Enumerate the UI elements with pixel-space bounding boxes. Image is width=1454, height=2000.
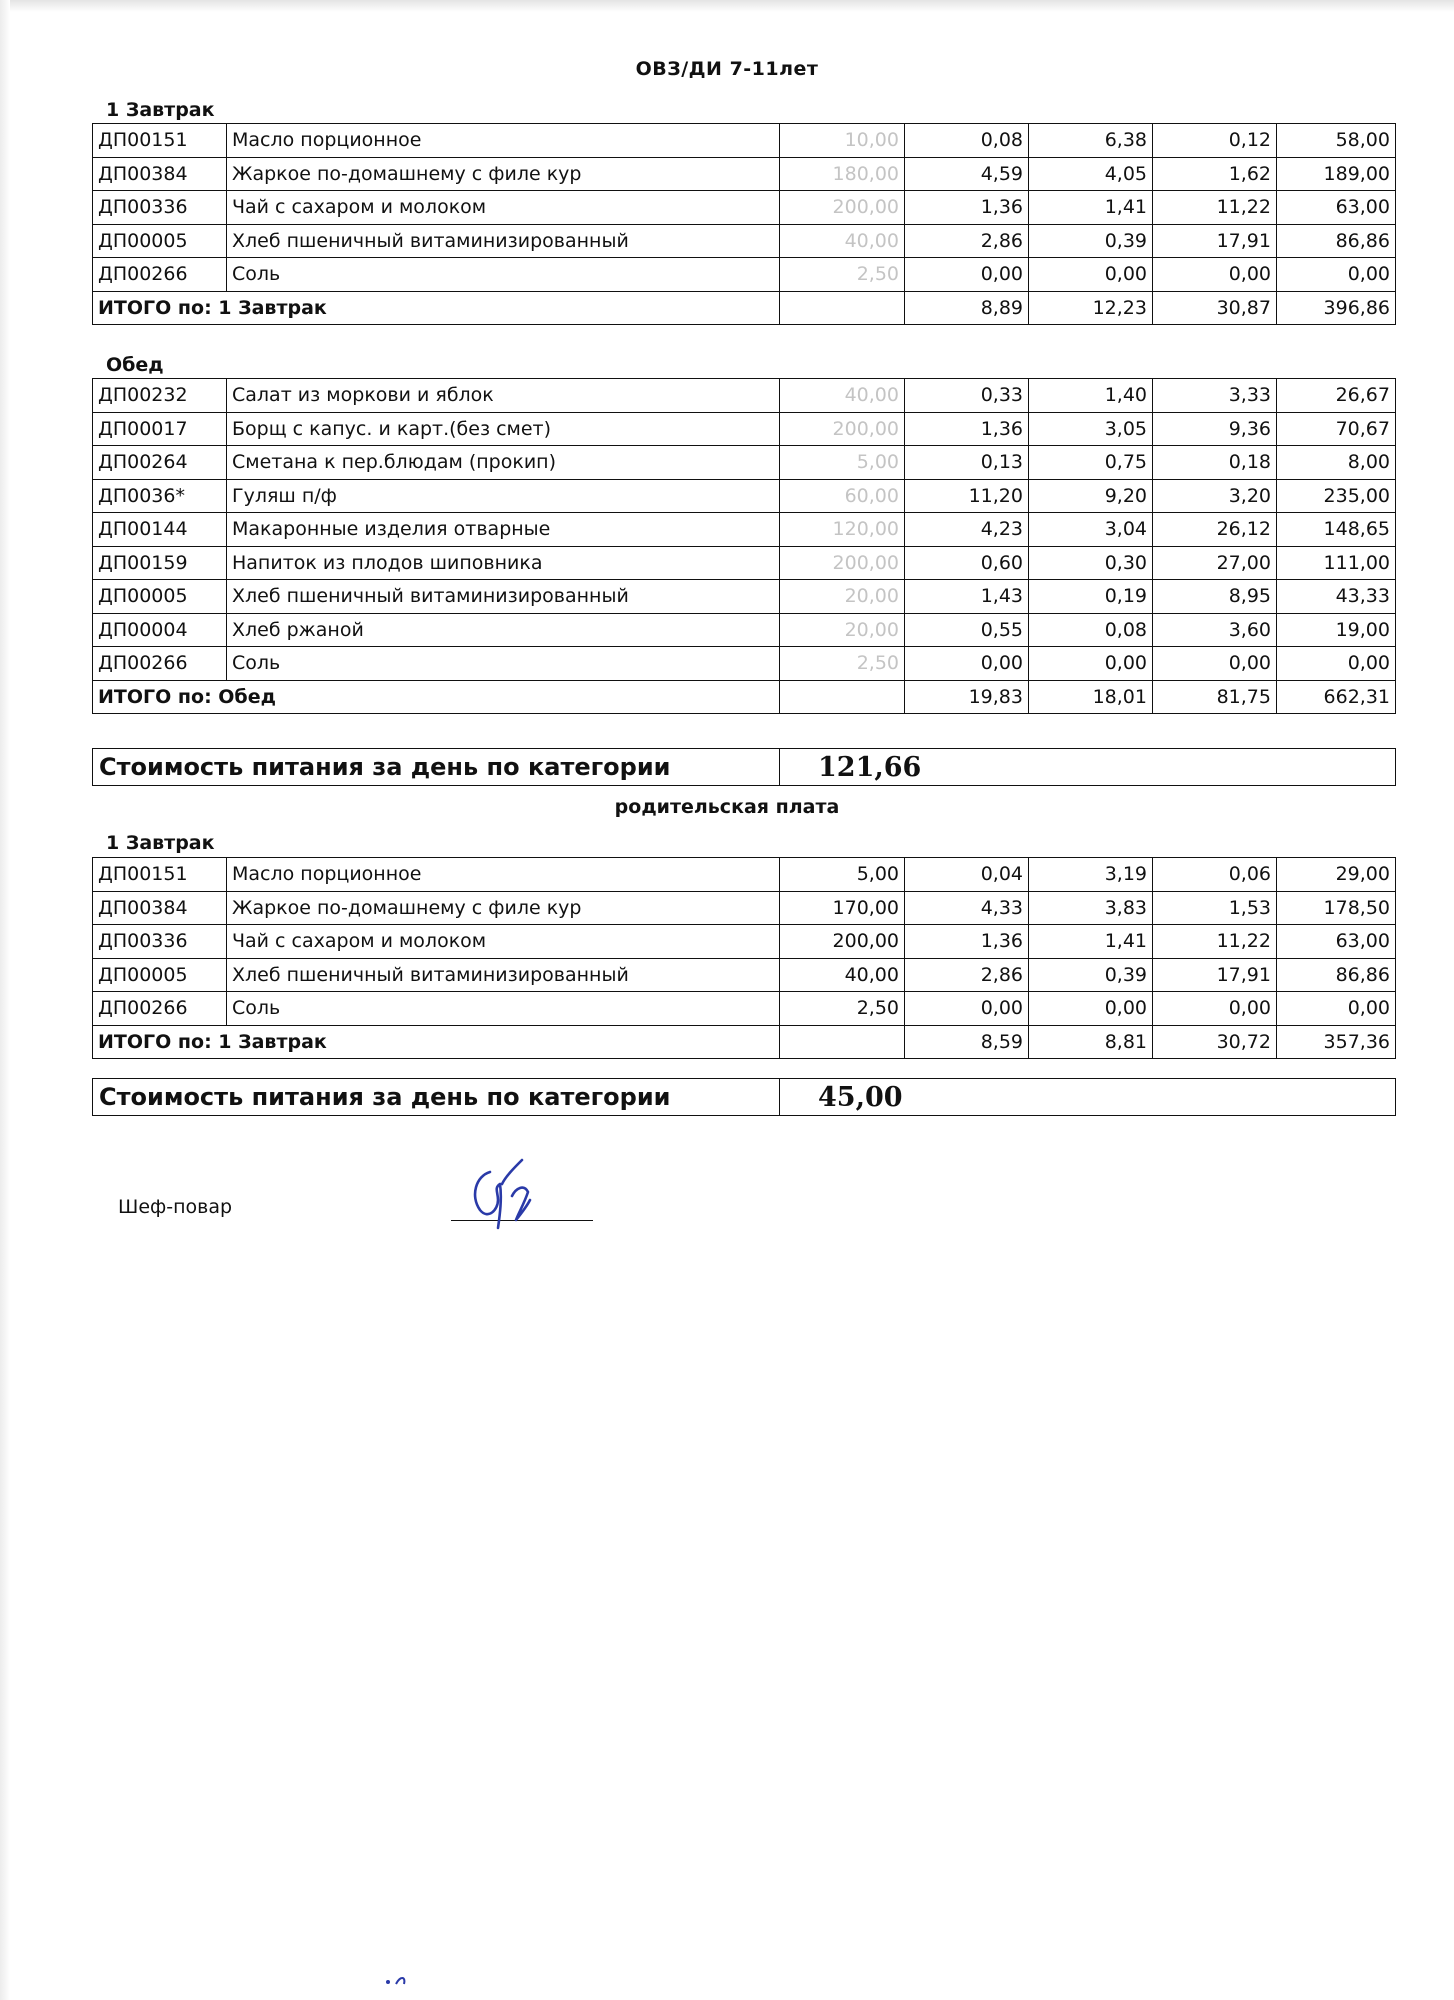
table-row: [93, 992, 1396, 1026]
dish-weight: 200,00: [780, 191, 905, 225]
dish-name: Жаркое по-домашнему с филе кур: [227, 157, 780, 191]
dish-carbs: 0,12: [1153, 124, 1277, 158]
dish-name: Салат из моркови и яблок: [227, 379, 780, 413]
dish-code: ДП00144: [93, 513, 227, 547]
dish-name: Хлеб пшеничный витаминизированный: [227, 958, 780, 992]
dish-carbs: 3,33: [1153, 379, 1277, 413]
dish-name: Соль: [227, 647, 780, 681]
dish-protein: 0,08: [905, 124, 1029, 158]
table-row: [93, 157, 1396, 191]
dish-weight: 20,00: [780, 613, 905, 647]
dish-weight: 40,00: [780, 224, 905, 258]
dish-code: ДП00384: [93, 891, 227, 925]
dish-kcal: 189,00: [1277, 157, 1396, 191]
dish-protein: 0,60: [905, 546, 1029, 580]
dish-name: Хлеб пшеничный витаминизированный: [227, 580, 780, 614]
dish-carbs: 1,53: [1153, 891, 1277, 925]
table-row: [93, 925, 1396, 959]
signature: [462, 1148, 552, 1238]
total-fat: 8,81: [1029, 1025, 1153, 1059]
dish-fat: 0,30: [1029, 546, 1153, 580]
total-carbs: 30,72: [1153, 1025, 1277, 1059]
total-row: [93, 291, 1396, 325]
dish-carbs: 9,36: [1153, 412, 1277, 446]
table-row: [93, 446, 1396, 480]
dish-fat: 0,39: [1029, 958, 1153, 992]
dish-kcal: 235,00: [1277, 479, 1396, 513]
dish-fat: 1,40: [1029, 379, 1153, 413]
dish-carbs: 0,06: [1153, 858, 1277, 892]
dish-weight: 20,00: [780, 580, 905, 614]
dish-code: ДП00004: [93, 613, 227, 647]
cost-value: 45,00: [780, 1079, 1396, 1116]
dish-kcal: 58,00: [1277, 124, 1396, 158]
dish-protein: 1,36: [905, 412, 1029, 446]
total-row: [93, 680, 1396, 714]
table-row: [93, 613, 1396, 647]
dish-kcal: 70,67: [1277, 412, 1396, 446]
dish-protein: 0,00: [905, 992, 1029, 1026]
dish-weight: 180,00: [780, 157, 905, 191]
dish-carbs: 0,18: [1153, 446, 1277, 480]
dish-protein: 1,43: [905, 580, 1029, 614]
total-label: ИТОГО по: Обед: [93, 680, 780, 714]
section-label-lunch: Обед: [106, 354, 164, 376]
table-row: [93, 647, 1396, 681]
dish-fat: 4,05: [1029, 157, 1153, 191]
table-row: [93, 891, 1396, 925]
total-fat: 12,23: [1029, 291, 1153, 325]
dish-weight: 5,00: [780, 858, 905, 892]
dish-weight: 200,00: [780, 412, 905, 446]
dish-name: Чай с сахаром и молоком: [227, 925, 780, 959]
dish-code: ДП00151: [93, 124, 227, 158]
dish-weight: 120,00: [780, 513, 905, 547]
parent-fee-subtitle: родительская плата: [614, 796, 840, 818]
dish-fat: 1,41: [1029, 925, 1153, 959]
total-kcal: 396,86: [1277, 291, 1396, 325]
table-row: [93, 258, 1396, 292]
dish-name: Борщ с капус. и карт.(без смет): [227, 412, 780, 446]
table-row: [93, 379, 1396, 413]
dish-code: ДП00266: [93, 258, 227, 292]
dish-name: Соль: [227, 992, 780, 1026]
dish-carbs: 3,20: [1153, 479, 1277, 513]
dish-name: Масло порционное: [227, 858, 780, 892]
table-row: [93, 546, 1396, 580]
dish-carbs: 8,95: [1153, 580, 1277, 614]
dish-name: Хлеб пшеничный витаминизированный: [227, 224, 780, 258]
dish-kcal: 8,00: [1277, 446, 1396, 480]
dish-weight: 2,50: [780, 647, 905, 681]
total-row: [93, 1025, 1396, 1059]
dish-code: ДП00151: [93, 858, 227, 892]
dish-weight: 60,00: [780, 479, 905, 513]
document-title: ОВЗ/ДИ 7-11лет: [635, 58, 819, 80]
table-row: [93, 513, 1396, 547]
dish-carbs: 17,91: [1153, 958, 1277, 992]
total-kcal: 662,31: [1277, 680, 1396, 714]
scan-edge-top: [0, 0, 1454, 12]
dish-protein: 0,04: [905, 858, 1029, 892]
total-kcal: 357,36: [1277, 1025, 1396, 1059]
dish-code: ДП00336: [93, 925, 227, 959]
dish-name: Чай с сахаром и молоком: [227, 191, 780, 225]
dish-protein: 0,55: [905, 613, 1029, 647]
dish-name: Соль: [227, 258, 780, 292]
dish-protein: 1,36: [905, 925, 1029, 959]
dish-fat: 0,00: [1029, 258, 1153, 292]
dish-kcal: 0,00: [1277, 647, 1396, 681]
dish-kcal: 86,86: [1277, 958, 1396, 992]
dish-protein: 0,33: [905, 379, 1029, 413]
dish-kcal: 63,00: [1277, 191, 1396, 225]
dish-fat: 1,41: [1029, 191, 1153, 225]
dish-weight: 2,50: [780, 992, 905, 1026]
dish-weight: 10,00: [780, 124, 905, 158]
dish-code: ДП00264: [93, 446, 227, 480]
dish-code: ДП00005: [93, 958, 227, 992]
dish-protein: 0,00: [905, 647, 1029, 681]
breakfast-table: [92, 123, 1396, 325]
cost-row-1: [92, 748, 1396, 786]
scan-edge-left: [0, 0, 10, 2000]
cost-value: 121,66: [780, 749, 1396, 786]
dish-weight: 2,50: [780, 258, 905, 292]
dish-protein: 4,59: [905, 157, 1029, 191]
dish-protein: 2,86: [905, 224, 1029, 258]
dish-weight: 200,00: [780, 546, 905, 580]
dish-kcal: 111,00: [1277, 546, 1396, 580]
cost-label: Стоимость питания за день по категории: [93, 749, 780, 786]
cost-label: Стоимость питания за день по категории: [93, 1079, 780, 1116]
total-carbs: 30,87: [1153, 291, 1277, 325]
dish-weight: 5,00: [780, 446, 905, 480]
section-label-breakfast-2: 1 Завтрак: [106, 832, 215, 854]
dish-kcal: 178,50: [1277, 891, 1396, 925]
total-weight: [780, 1025, 905, 1059]
section-label-breakfast: 1 Завтрак: [106, 99, 215, 121]
table-row: [93, 479, 1396, 513]
dish-code: ДП00384: [93, 157, 227, 191]
dish-code: ДП00017: [93, 412, 227, 446]
total-weight: [780, 291, 905, 325]
total-protein: 8,59: [905, 1025, 1029, 1059]
dish-fat: 0,19: [1029, 580, 1153, 614]
dish-code: ДП00005: [93, 580, 227, 614]
dish-fat: 0,00: [1029, 992, 1153, 1026]
dish-name: Масло порционное: [227, 124, 780, 158]
dish-name: Хлеб ржаной: [227, 613, 780, 647]
dish-code: ДП00336: [93, 191, 227, 225]
dish-fat: 0,39: [1029, 224, 1153, 258]
dish-code: ДП00232: [93, 379, 227, 413]
total-carbs: 81,75: [1153, 680, 1277, 714]
dish-code: ДП00005: [93, 224, 227, 258]
dish-weight: 40,00: [780, 379, 905, 413]
dish-fat: 3,83: [1029, 891, 1153, 925]
dish-carbs: 17,91: [1153, 224, 1277, 258]
dish-code: ДП0036*: [93, 479, 227, 513]
total-label: ИТОГО по: 1 Завтрак: [93, 291, 780, 325]
dish-carbs: 11,22: [1153, 191, 1277, 225]
dish-kcal: 43,33: [1277, 580, 1396, 614]
lunch-table: [92, 378, 1396, 714]
dish-protein: 1,36: [905, 191, 1029, 225]
dish-name: Макаронные изделия отварные: [227, 513, 780, 547]
table-row: [93, 224, 1396, 258]
dish-weight: 200,00: [780, 925, 905, 959]
dish-fat: 3,05: [1029, 412, 1153, 446]
dish-fat: 0,00: [1029, 647, 1153, 681]
total-weight: [780, 680, 905, 714]
dish-protein: 2,86: [905, 958, 1029, 992]
dish-carbs: 1,62: [1153, 157, 1277, 191]
cost-row-2: [92, 1078, 1396, 1116]
table-row: [93, 580, 1396, 614]
dish-code: ДП00266: [93, 647, 227, 681]
dish-carbs: 3,60: [1153, 613, 1277, 647]
dish-fat: 6,38: [1029, 124, 1153, 158]
dish-kcal: 26,67: [1277, 379, 1396, 413]
dish-code: ДП00159: [93, 546, 227, 580]
dish-kcal: 148,65: [1277, 513, 1396, 547]
dish-fat: 3,04: [1029, 513, 1153, 547]
table-row: [93, 958, 1396, 992]
total-protein: 8,89: [905, 291, 1029, 325]
breakfast-table-2: [92, 857, 1396, 1059]
dish-kcal: 0,00: [1277, 992, 1396, 1026]
dish-kcal: 29,00: [1277, 858, 1396, 892]
dish-kcal: 63,00: [1277, 925, 1396, 959]
table-row: [93, 191, 1396, 225]
dish-weight: 40,00: [780, 958, 905, 992]
total-protein: 19,83: [905, 680, 1029, 714]
dish-fat: 0,75: [1029, 446, 1153, 480]
dish-protein: 0,13: [905, 446, 1029, 480]
dish-carbs: 26,12: [1153, 513, 1277, 547]
dish-name: Сметана к пер.блюдам (прокип): [227, 446, 780, 480]
table-row: [93, 858, 1396, 892]
dish-carbs: 27,00: [1153, 546, 1277, 580]
dish-carbs: 11,22: [1153, 925, 1277, 959]
dish-protein: 0,00: [905, 258, 1029, 292]
dish-carbs: 0,00: [1153, 258, 1277, 292]
dish-carbs: 0,00: [1153, 992, 1277, 1026]
dish-weight: 170,00: [780, 891, 905, 925]
scan-mark: [382, 1970, 442, 1990]
dish-name: Напиток из плодов шиповника: [227, 546, 780, 580]
table-row: [93, 124, 1396, 158]
chef-label: Шеф-повар: [118, 1196, 233, 1218]
dish-protein: 4,23: [905, 513, 1029, 547]
dish-fat: 0,08: [1029, 613, 1153, 647]
dish-kcal: 86,86: [1277, 224, 1396, 258]
dish-code: ДП00266: [93, 992, 227, 1026]
dish-name: Гуляш п/ф: [227, 479, 780, 513]
dish-fat: 3,19: [1029, 858, 1153, 892]
dish-kcal: 0,00: [1277, 258, 1396, 292]
dish-protein: 11,20: [905, 479, 1029, 513]
dish-carbs: 0,00: [1153, 647, 1277, 681]
dish-protein: 4,33: [905, 891, 1029, 925]
total-fat: 18,01: [1029, 680, 1153, 714]
total-label: ИТОГО по: 1 Завтрак: [93, 1025, 780, 1059]
dish-kcal: 19,00: [1277, 613, 1396, 647]
table-row: [93, 412, 1396, 446]
dish-fat: 9,20: [1029, 479, 1153, 513]
dish-name: Жаркое по-домашнему с филе кур: [227, 891, 780, 925]
